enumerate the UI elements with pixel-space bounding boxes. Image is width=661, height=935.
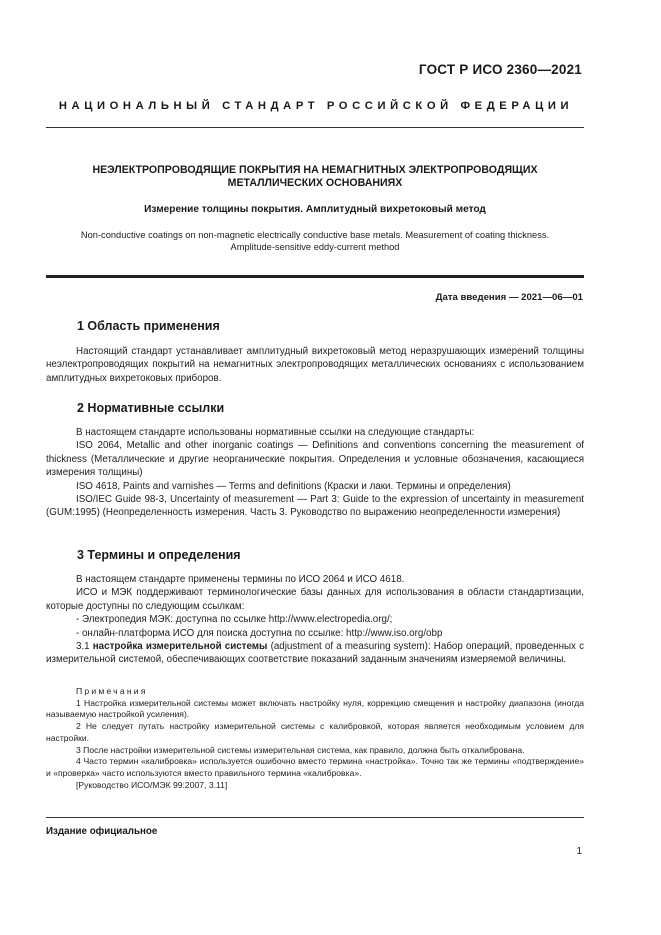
- date-of-introduction: Дата введения — 2021—06—01: [435, 292, 583, 303]
- title-ru-line1: НЕЭЛЕКТРОПРОВОДЯЩИЕ ПОКРЫТИЯ НА НЕМАГНИТНЫХ ЭЛЕКТРОПРОВОДЯЩИХ: [92, 164, 538, 176]
- term-name: настройка измерительной системы: [92, 641, 268, 653]
- document-title-ru: [46, 164, 584, 190]
- section-1-heading: 1 Область применения: [77, 319, 220, 333]
- term-number: 3.1: [76, 641, 90, 653]
- section-2-body: [46, 426, 584, 520]
- gost-code: ГОСТ Р ИСО 2360—2021: [418, 62, 582, 77]
- section-1-text: [46, 345, 584, 385]
- section-3-p1: В настоящем стандарте применены термины по ИСО 2064 и ИСО 4618.: [76, 574, 405, 585]
- section-1-body: Настоящий стандарт устанавливает амплитудный вихретоковый метод неразрушающих измерений толщины неэлектропроводящих покрытий на немагнитных электропроводящих металлических основаниях с использованием амплитудных вихретоковых приборов.: [46, 346, 584, 384]
- document-subtitle-ru: Измерение толщины покрытия. Амплитудный вихретоковый метод: [144, 204, 486, 215]
- national-standard-banner: НАЦИОНАЛЬНЫЙ СТАНДАРТ РОССИЙСКОЙ ФЕДЕРАЦИИ: [58, 100, 574, 112]
- section-3-heading: 3 Термины и определения: [77, 548, 241, 562]
- section-2-intro: В настоящем стандарте использованы нормативные ссылки на следующие стандарты:: [76, 427, 475, 438]
- thick-divider: [46, 275, 584, 278]
- section-2-heading: 2 Нормативные ссылки: [77, 401, 225, 415]
- top-divider: [46, 127, 584, 128]
- section-3-p2: ИСО и МЭК поддерживают терминологические базы данных для использования в области стандартизации, которые доступны по следующим ссылкам:: [46, 587, 584, 612]
- notes-heading: Примечания: [76, 686, 148, 696]
- note-item: 2 Не следует путать настройку измерительной системы с калибровкой, которая является необходимым условием для настройки.: [46, 721, 584, 743]
- term-3-1: [46, 640, 584, 667]
- title-en-line2: Amplitude-sensitive eddy-current method: [230, 242, 400, 252]
- note-item: 1 Настройка измерительной системы может включать настройку нуля, коррекцию смещения и настройку диапазона (иногда называемую настройкой усиления).: [46, 697, 584, 720]
- notes-block: [46, 686, 584, 791]
- reference-item: ISO 2064, Metallic and other inorganic coatings — Definitions and conventions concerning the measurement of thickness (Металлические и другие неорганические покрытия. Определения и условные обозначения, касающиеся измерения толщины): [46, 440, 584, 479]
- note-item: 3 После настройки измерительной системы измерительная система, как правило, должна быть откалибрована.: [76, 744, 525, 755]
- document-title-en: [46, 229, 584, 253]
- title-ru-line2: МЕТАЛЛИЧЕСКИХ ОСНОВАНИЯХ: [227, 177, 403, 189]
- official-edition-label: Издание официальное: [46, 826, 158, 837]
- term-definition: (adjustment of a measuring system): Набор операций, проведенных с измерительной системой, обеспечивающих соответствие показаний заданным значениям измеряемой величины.: [46, 641, 584, 666]
- title-en-line1: Non-conductive coatings on non-magnetic electrically conductive base metals. Measurement of coating thickness.: [80, 230, 550, 240]
- note-item: 4 Часто термин «калибровка» используется ошибочно вместо термина «настройка». Точно так же термины «подтверждение» и «проверка» часто используются вместо правильного термина «калибровка».: [46, 756, 584, 778]
- page-number: 1: [576, 846, 582, 857]
- iso-obp-link-line: - онлайн-платформа ИСО для поиска доступна по ссылке: http://www.iso.org/obp: [76, 627, 443, 639]
- reference-item: ISO 4618, Paints and varnishes — Terms and definitions (Краски и лаки. Термины и определения): [76, 480, 511, 492]
- reference-item: ISO/IEC Guide 98-3, Uncertainty of measurement — Part 3: Guide to the expression of uncertainty in measurement (GUM:1995) (Неопределенность измерения. Часть 3. Руководство по выражению неопределенности измерения): [46, 494, 584, 519]
- note-source: [Руководство ИСО/МЭК 99:2007, 3.11]: [76, 779, 228, 790]
- section-3-body: [46, 573, 584, 667]
- electropedia-link-line: - Электропедия МЭК: доступна по ссылке http://www.electropedia.org/;: [76, 614, 393, 626]
- bottom-divider: [46, 817, 584, 818]
